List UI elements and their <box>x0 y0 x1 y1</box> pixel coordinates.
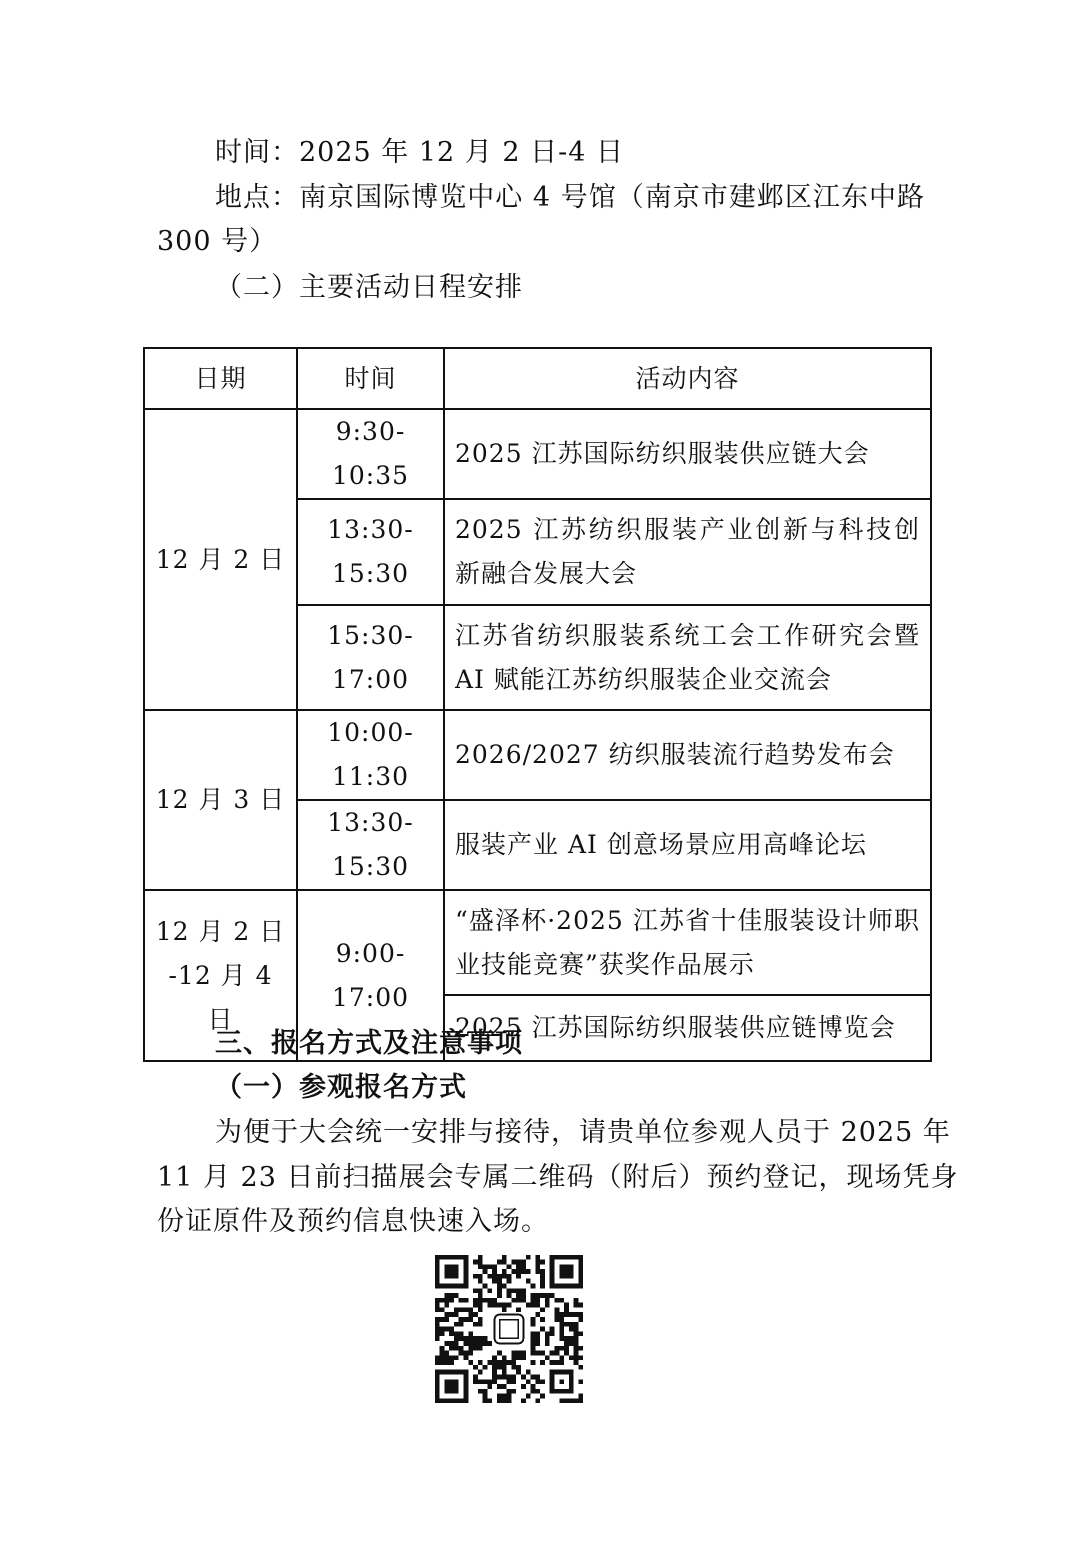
registration-subheading: （一）参观报名方式 <box>215 1072 467 1103</box>
time-cell: 13:30-15:30 <box>297 800 444 890</box>
time-cell: 15:30-17:00 <box>297 605 444 710</box>
event-time: 时间：2025 年 12 月 2 日-4 日 <box>215 137 625 168</box>
time-cell: 9:00-17:00 <box>297 890 444 1061</box>
date-cell: 12 月 2 日 <box>144 409 297 710</box>
table-row <box>144 409 931 499</box>
registration-para-line2: 11 月 23 日前扫描展会专属二维码（附后）预约登记，现场凭身 <box>157 1162 959 1193</box>
date-cell: 12 月 3 日 <box>144 710 297 890</box>
activity-cell: 2025 江苏纺织服装产业创新与科技创新融合发展大会 <box>444 499 931 605</box>
time-cell: 9:30-10:35 <box>297 409 444 499</box>
table-row <box>144 890 931 995</box>
event-venue-line1: 地点：南京国际博览中心 4 号馆（南京市建邺区江东中路 <box>215 182 925 213</box>
activity-cell: 2025 江苏国际纺织服装供应链大会 <box>444 409 931 499</box>
schedule-heading: （二）主要活动日程安排 <box>215 272 523 303</box>
time-cell: 13:30-15:30 <box>297 499 444 605</box>
table-row <box>144 710 931 800</box>
header-date: 日期 <box>144 348 297 409</box>
registration-para-line3: 份证原件及预约信息快速入场。 <box>157 1206 549 1237</box>
registration-heading: 三、报名方式及注意事项 <box>215 1028 523 1059</box>
activity-cell: 服装产业 AI 创意场景应用高峰论坛 <box>444 800 931 890</box>
header-time: 时间 <box>297 348 444 409</box>
date-range-start: 12 月 2 日 <box>155 916 286 946</box>
time-cell: 10:00-11:30 <box>297 710 444 800</box>
schedule-table <box>143 347 932 1062</box>
table-header-row <box>144 348 931 409</box>
qr-code-icon[interactable] <box>430 1250 588 1408</box>
activity-cell: “盛泽杯·2025 江苏省十佳服装设计师职业技能竞赛”获奖作品展示 <box>444 890 931 995</box>
date-range-end: -12 月 4 日 <box>168 960 273 1034</box>
activity-cell: 江苏省纺织服装系统工会工作研究会暨 AI 赋能江苏纺织服装企业交流会 <box>444 605 931 710</box>
event-venue-line2: 300 号） <box>157 226 278 257</box>
activity-cell: 2026/2027 纺织服装流行趋势发布会 <box>444 710 931 800</box>
registration-para-line1: 为便于大会统一安排与接待，请贵单位参观人员于 2025 年 <box>215 1117 951 1148</box>
header-activity: 活动内容 <box>444 348 931 409</box>
activity-cell: 2025 江苏国际纺织服装供应链博览会 <box>444 995 931 1061</box>
